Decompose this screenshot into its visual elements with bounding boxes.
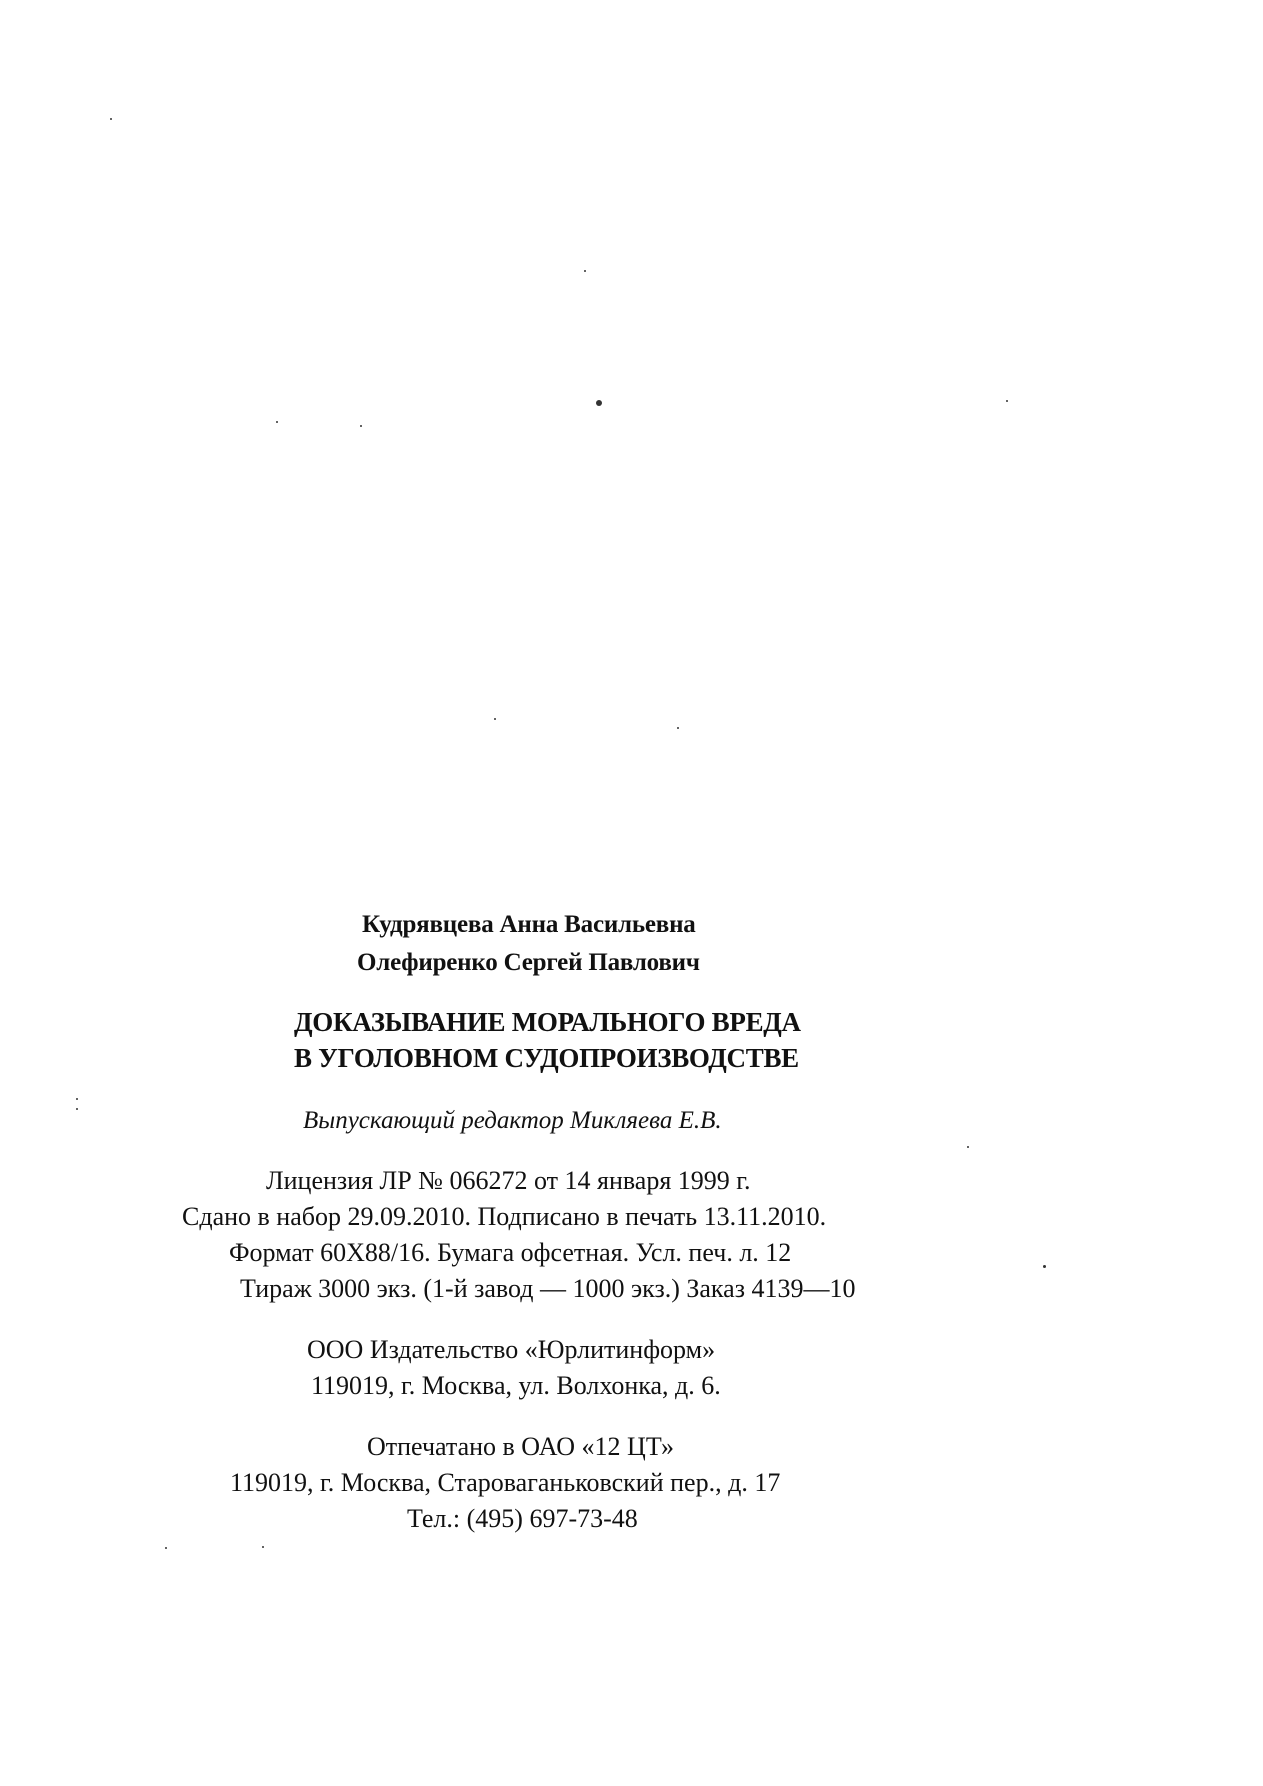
- editor-credit: Выпускающий редактор Микляева Е.В.: [303, 1107, 722, 1134]
- scan-speck: [76, 1098, 78, 1100]
- publisher-name: ООО Издательство «Юрлитинформ»: [307, 1335, 716, 1364]
- scan-speck: [967, 1146, 969, 1148]
- publisher-address: 119019, г. Москва, ул. Волхонка, д. 6.: [311, 1371, 721, 1400]
- typesetting-dates-line: Сдано в набор 29.09.2010. Подписано в печать 13.11.2010.: [182, 1202, 827, 1231]
- license-line: Лицензия ЛР № 066272 от 14 января 1999 г.: [266, 1166, 751, 1195]
- scan-speck: [1043, 1265, 1046, 1268]
- scan-speck: [76, 1108, 78, 1110]
- scan-speck: [596, 400, 602, 406]
- scan-speck: [165, 1547, 167, 1549]
- scan-speck: [262, 1546, 264, 1548]
- printer-phone: Тел.: (495) 697-73-48: [407, 1504, 638, 1533]
- printer-address: 119019, г. Москва, Староваганьковский пер., д. 17: [230, 1468, 781, 1497]
- scan-speck: [276, 421, 278, 423]
- scan-speck: [110, 118, 112, 120]
- author-name: Кудрявцева Анна Васильевна: [362, 911, 696, 938]
- printer-name: Отпечатано в ОАО «12 ЦТ»: [367, 1432, 675, 1461]
- scan-speck: [677, 727, 679, 729]
- format-line: Формат 60Х88/16. Бумага офсетная. Усл. печ. л. 12: [229, 1238, 792, 1267]
- book-title-line: В УГОЛОВНОМ СУДОПРОИЗВОДСТВЕ: [294, 1043, 799, 1073]
- print-run-line: Тираж 3000 экз. (1-й завод — 1000 экз.) Заказ 4139—10: [240, 1274, 856, 1303]
- author-name: Олефиренко Сергей Павлович: [357, 949, 700, 976]
- scan-speck: [360, 425, 362, 427]
- scan-speck: [1006, 400, 1008, 402]
- scan-speck: [494, 718, 496, 720]
- scan-speck: [584, 270, 586, 272]
- book-title-line: ДОКАЗЫВАНИЕ МОРАЛЬНОГО ВРЕДА: [294, 1007, 801, 1037]
